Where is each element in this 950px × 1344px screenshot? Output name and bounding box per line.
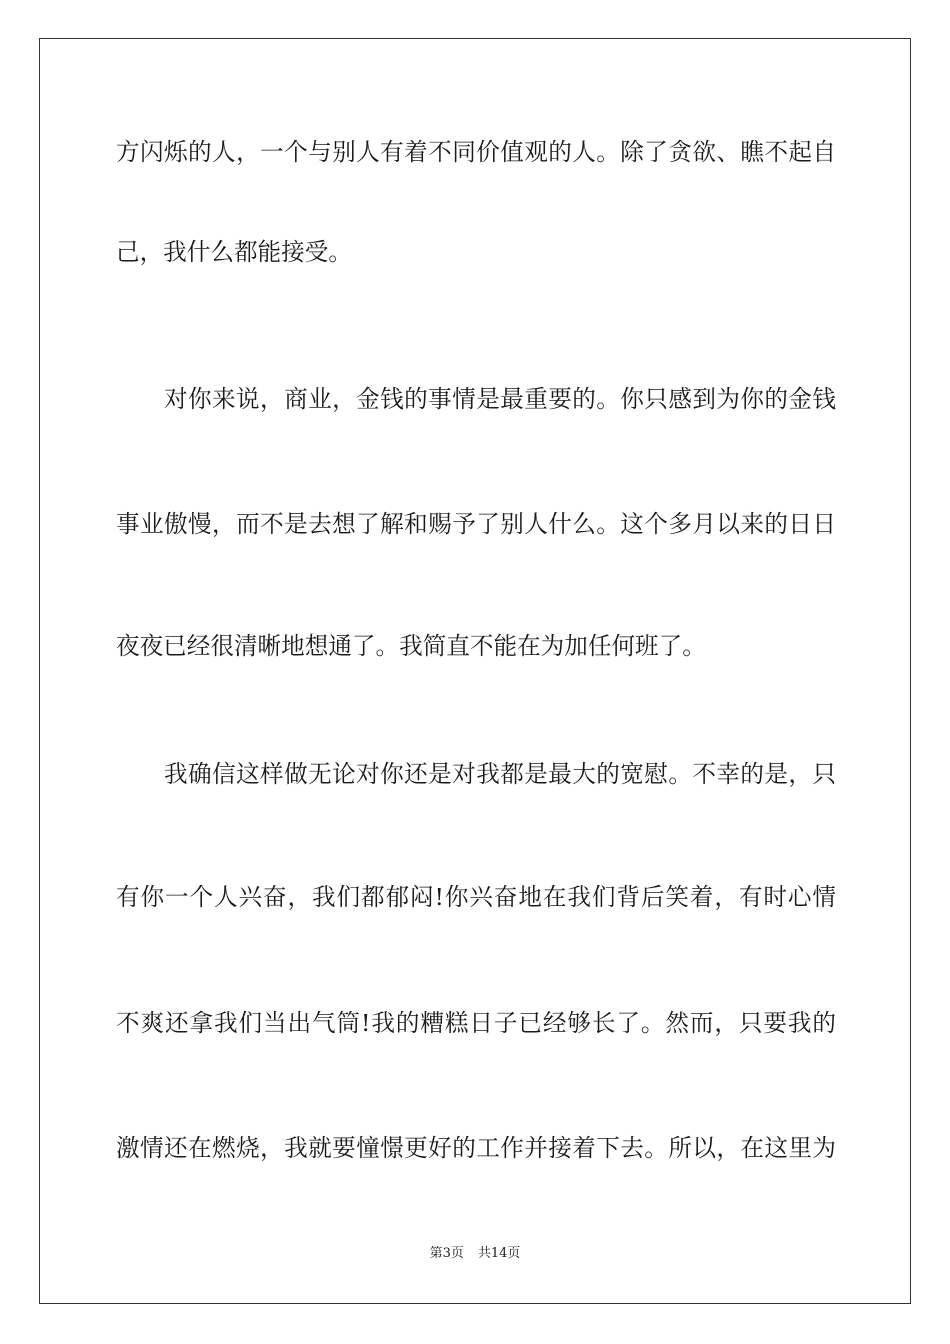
- body-line-3: 对你来说，商业，金钱的事情是最重要的。你只感到为你的金钱: [164, 385, 836, 413]
- body-line-7: 有你一个人兴奋，我们都郁闷!你兴奋地在我们背后笑着，有时心情: [116, 883, 836, 911]
- body-line-5: 夜夜已经很清晰地想通了。我简直不能在为加任何班了。: [116, 632, 706, 660]
- page-number: 第3页: [429, 1246, 464, 1261]
- page-footer: [0, 1244, 950, 1264]
- body-line-1: 方闪烁的人，一个与别人有着不同价值观的人。除了贪欲、瞧不起自: [116, 138, 836, 166]
- page-total: 共14页: [477, 1246, 521, 1261]
- body-line-6: 我确信这样做无论对你还是对我都是最大的宽慰。不幸的是，只: [164, 760, 836, 788]
- body-line-4: 事业傲慢，而不是去想了解和赐予了别人什么。这个多月以来的日日: [116, 510, 836, 538]
- page-border: [39, 38, 911, 1304]
- body-line-2: 己，我什么都能接受。: [116, 238, 352, 266]
- body-line-9: 激情还在燃烧，我就要憧憬更好的工作并接着下去。所以，在这里为: [116, 1134, 836, 1162]
- body-line-8: 不爽还拿我们当出气筒!我的糟糕日子已经够长了。然而，只要我的: [116, 1009, 836, 1037]
